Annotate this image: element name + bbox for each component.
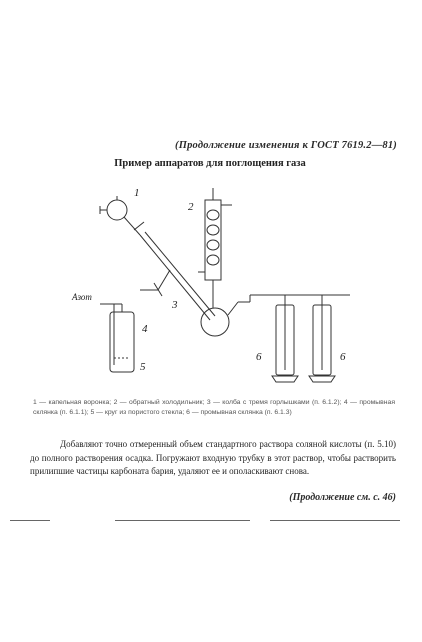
label-6b: 6 [340, 351, 346, 363]
label-inlet: Азот [72, 292, 92, 302]
page-header: (Продолжение изменения к ГОСТ 7619.2—81) [175, 140, 397, 151]
label-6a: 6 [256, 351, 262, 363]
label-2: 2 [188, 201, 194, 213]
label-5: 5 [140, 361, 146, 373]
label-3: 3 [172, 299, 178, 311]
reflux-condenser [198, 188, 232, 300]
figure-title: Пример аппаратов для поглощения газа [114, 158, 306, 169]
wash-bottle-6a [272, 305, 298, 382]
paragraph: Добавляют точно отмеренный объем стандартного раствора соляной кислоты (п. 5.10) до полного растворения осадка. Погружают входную трубку в этот раствор, чтобы растворить прилипшие частицы карбоната бария, удаляют ее и ополаскивают снова. [30, 439, 396, 476]
footer-rule [270, 520, 400, 521]
body-text [30, 438, 396, 479]
footer-rule [115, 520, 250, 521]
label-1: 1 [134, 187, 140, 199]
outlet-tubing [250, 295, 350, 305]
gas-inlet-tube [140, 270, 170, 296]
footer-rule [10, 520, 50, 521]
wash-bottle-4 [100, 304, 134, 372]
label-4: 4 [142, 323, 148, 335]
figure-caption: 1 — капельная воронка; 2 — обратный холодильник; 3 — колба с тремя горлышками (п. 6.1.2); 4 — промывная склянка (п. 6.1.1); 5 — круг из пористого стекла; 6 — промывная склянка (п. 6.1.3) [33, 399, 395, 416]
apparatus-diagram [60, 180, 380, 390]
dropping-funnel [100, 196, 215, 320]
wash-bottle-6b [309, 305, 335, 382]
continued-note: (Продолжение см. с. 46) [289, 492, 396, 503]
